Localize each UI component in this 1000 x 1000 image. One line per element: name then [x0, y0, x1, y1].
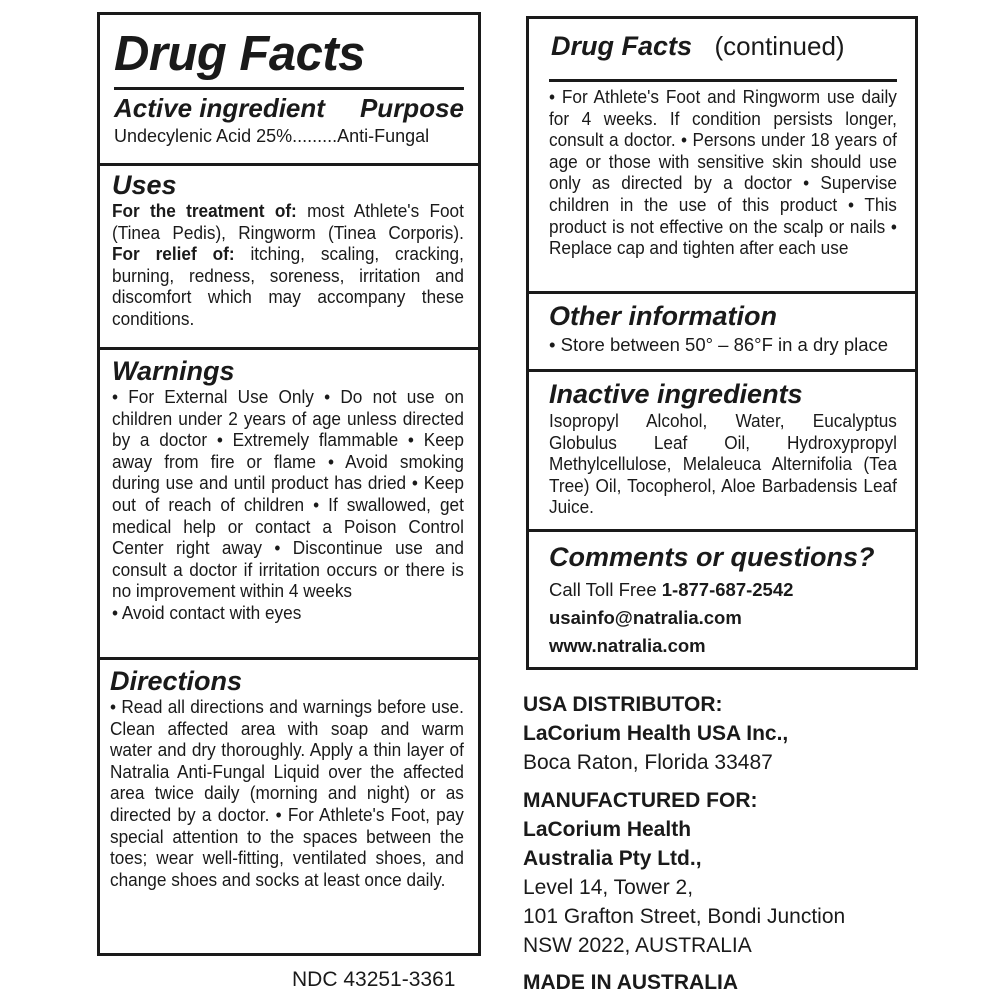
inactive-heading: Inactive ingredients	[549, 379, 803, 409]
manufacturer-address-1: Level 14, Tower 2,	[523, 876, 694, 899]
inactive-section	[529, 369, 915, 529]
manufacturer-address-2: 101 Grafton Street, Bondi Junction	[523, 905, 846, 928]
made-in-label: MADE IN AUSTRALIA	[523, 971, 739, 994]
warnings-eyes: • Avoid contact with eyes	[112, 601, 302, 623]
ndc-number: NDC 43251-3361	[292, 968, 456, 991]
warnings-heading: Warnings	[112, 356, 235, 386]
continued-title: Drug Facts	[551, 31, 693, 61]
drug-facts-header	[100, 15, 478, 163]
comments-heading: Comments or questions?	[549, 542, 875, 572]
uses-heading: Uses	[112, 170, 177, 200]
email-link[interactable]: usainfo@natralia.com	[549, 607, 742, 628]
continued-header	[529, 19, 915, 79]
comments-section	[529, 529, 915, 667]
website-link[interactable]: www.natralia.com	[549, 635, 706, 656]
directions-heading: Directions	[110, 666, 243, 696]
other-info-heading: Other information	[549, 301, 777, 331]
distributor-company: LaCorium Health USA Inc.,	[523, 722, 789, 745]
manufacturer-heading: MANUFACTURED FOR:	[523, 789, 758, 812]
uses-section	[100, 163, 478, 347]
manufacturer-company-1: LaCorium Health	[523, 818, 692, 841]
distributor-address: Boca Raton, Florida 33487	[523, 751, 773, 774]
leader-dots: .........	[292, 126, 338, 146]
warnings-section	[100, 347, 478, 657]
continued-text: • For Athlete's Foot and Ringworm use daily for 4 weeks. If condition persists longer, consult a doctor. • Persons under 18 years of age or those with sensitive skin should use only as directed by a doctor • Supervise children in the use of this product • This product is not effective on the scalp or nails • Replace cap and tighten after each use	[549, 86, 897, 259]
drug-facts-panel-right	[526, 16, 918, 670]
uses-text: For the treatment of: most Athlete's Foot (Tinea Pedis), Ringworm (Tinea Corporis). For relief of: itching, scaling, cracking, burning, redness, soreness, irritation and discomfort which may accompany these conditions.	[112, 200, 464, 329]
continued-label: (continued)	[714, 31, 845, 61]
call-label: Call Toll Free	[549, 579, 662, 600]
other-info-section	[529, 291, 915, 369]
active-ingredient-heading: Active ingredient	[114, 93, 325, 123]
active-ingredient: Undecylenic Acid 25%	[114, 126, 293, 146]
drug-facts-title: Drug Facts	[114, 27, 365, 81]
distributor-heading: USA DISTRIBUTOR:	[523, 693, 723, 716]
phone-number[interactable]: 1-877-687-2542	[661, 579, 794, 600]
warnings-text: • For External Use Only • Do not use on children under 2 years of age unless directed by a doctor • Extremely flammable • Keep away from fire or flame • Avoid smoking during use and until product has dried • Keep out of reach of children • If swallowed, get medical help or contact a Poison Control Center right away • Discontinue use and consult a doctor if irritation occurs or there is no improvement within 4 weeks	[112, 386, 464, 602]
phone-line	[549, 576, 901, 604]
drug-facts-panel-left	[97, 12, 481, 956]
other-info-text: • Store between 50° – 86°F in a dry place	[549, 334, 889, 355]
manufacturer-address-3: NSW 2022, AUSTRALIA	[523, 934, 752, 957]
continued-section	[529, 75, 915, 291]
inactive-text: Isopropyl Alcohol, Water, Eucalyptus Globulus Leaf Oil, Hydroxypropyl Methylcellulose, Melaleuca Alternifolia (Tea Tree) Oil, Tocopherol, Aloe Barbadensis Leaf Juice.	[549, 410, 897, 518]
directions-text: • Read all directions and warnings before use. Clean affected area with soap and warm water and dry thoroughly. Apply a thin layer of Natralia Anti-Fungal Liquid over the affected area twice daily (morning and night) or as directed by a doctor. • For Athlete's Foot, pay special attention to the spaces between the toes; wear well-fitting, ventilated shoes, and change shoes and socks at least once daily.	[110, 696, 464, 890]
ingredient-purpose: Anti-Fungal	[337, 126, 430, 146]
purpose-heading: Purpose	[359, 93, 464, 123]
manufacturer-company-2: Australia Pty Ltd.,	[523, 847, 702, 870]
directions-section	[100, 657, 478, 953]
